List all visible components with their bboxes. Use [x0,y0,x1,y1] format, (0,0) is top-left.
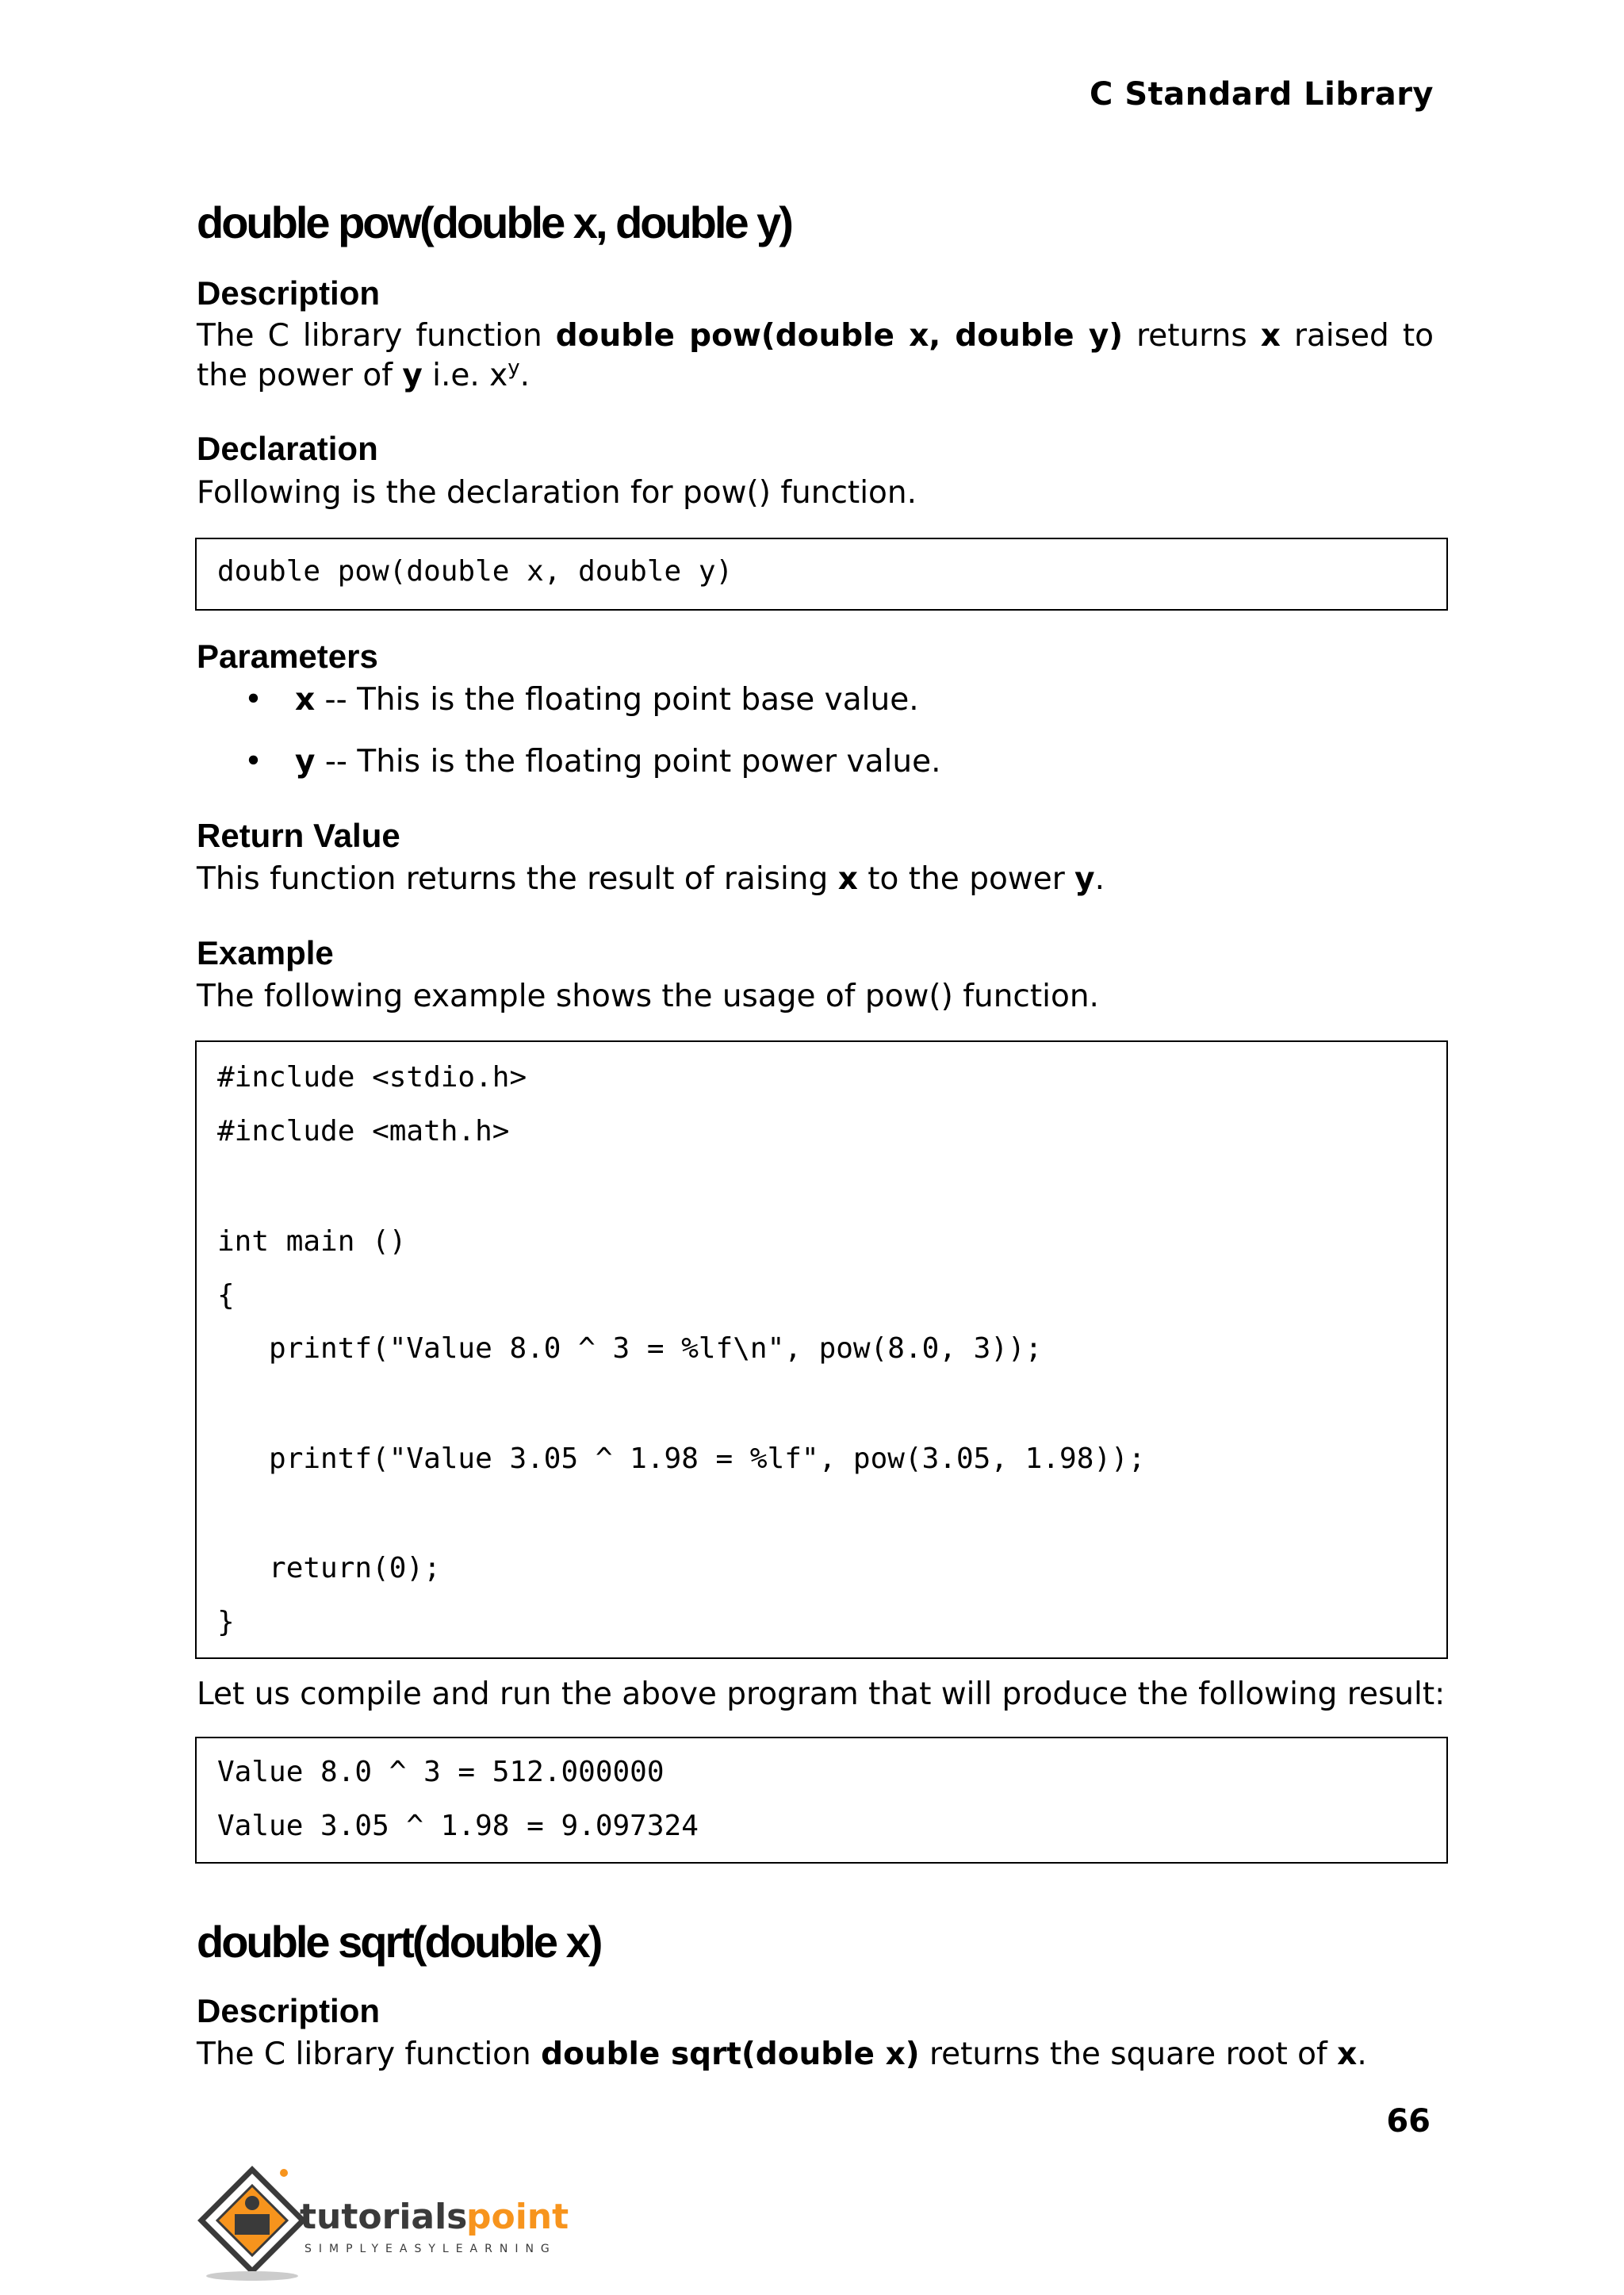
sqrt-description-text: The C library function double sqrt(double x) returns the square root of x. [197,2036,1367,2072]
declaration-code-box [195,538,1448,611]
output-line: Value 8.0 ^ 3 = 512.000000 [217,1756,665,1788]
description-heading: Description [197,274,381,312]
description-text: The C library function double pow(double x, double y) returns x raised to the power of y i.e. $x^y$. [197,318,1434,393]
function-signature: double pow(double x, double y) [555,318,1124,354]
section-title-sqrt: double sqrt(double x) [197,1917,601,1967]
code-line: return(0); [217,1552,441,1584]
logo-tagline: SIMPLYEASYLEARNING [304,2243,557,2255]
code-line: int main () [217,1225,407,1258]
code-line: } [217,1606,235,1638]
code-line: { [217,1279,235,1312]
return-value-heading: Return Value [197,817,400,854]
result-intro-text: Let us compile and run the above program that will produce the following result: [197,1676,1446,1712]
declaration-text: Following is the declaration for pow() function. [197,475,917,511]
code-line: #include <math.h> [217,1115,510,1148]
declaration-code: double pow(double x, double y) [217,555,733,588]
return-value-text: This function returns the result of raising x to the power y. [197,861,1105,897]
declaration-heading: Declaration [197,430,378,467]
section-title-pow: double pow(double x, double y) [197,197,791,247]
logo-brand-1: tutorials [300,2197,468,2237]
code-line: #include <stdio.h> [217,1061,527,1094]
page-number: 66 [1386,2103,1431,2140]
logo-mark-icon [197,2165,593,2284]
sqrt-description-heading: Description [197,1992,381,2029]
code-line: printf("Value 3.05 ^ 1.98 = %lf", pow(3.05, 1.98)); [217,1443,1146,1475]
bullet-icon: • [244,682,263,718]
bullet-icon: • [244,744,263,780]
example-text: The following example shows the usage of pow() function. [197,979,1099,1014]
output-box [195,1737,1448,1864]
example-code-box [195,1040,1448,1659]
code-line: printf("Value 8.0 ^ 3 = %lf\n", pow(8.0, 3)); [217,1332,1043,1365]
output-line: Value 3.05 ^ 1.98 = 9.097324 [217,1810,699,1842]
header-title: C Standard Library [1090,76,1434,113]
parameters-heading: Parameters [197,638,378,675]
example-heading: Example [197,934,334,971]
logo-brand-2: point [466,2197,569,2237]
tutorialspoint-logo [197,2165,593,2287]
